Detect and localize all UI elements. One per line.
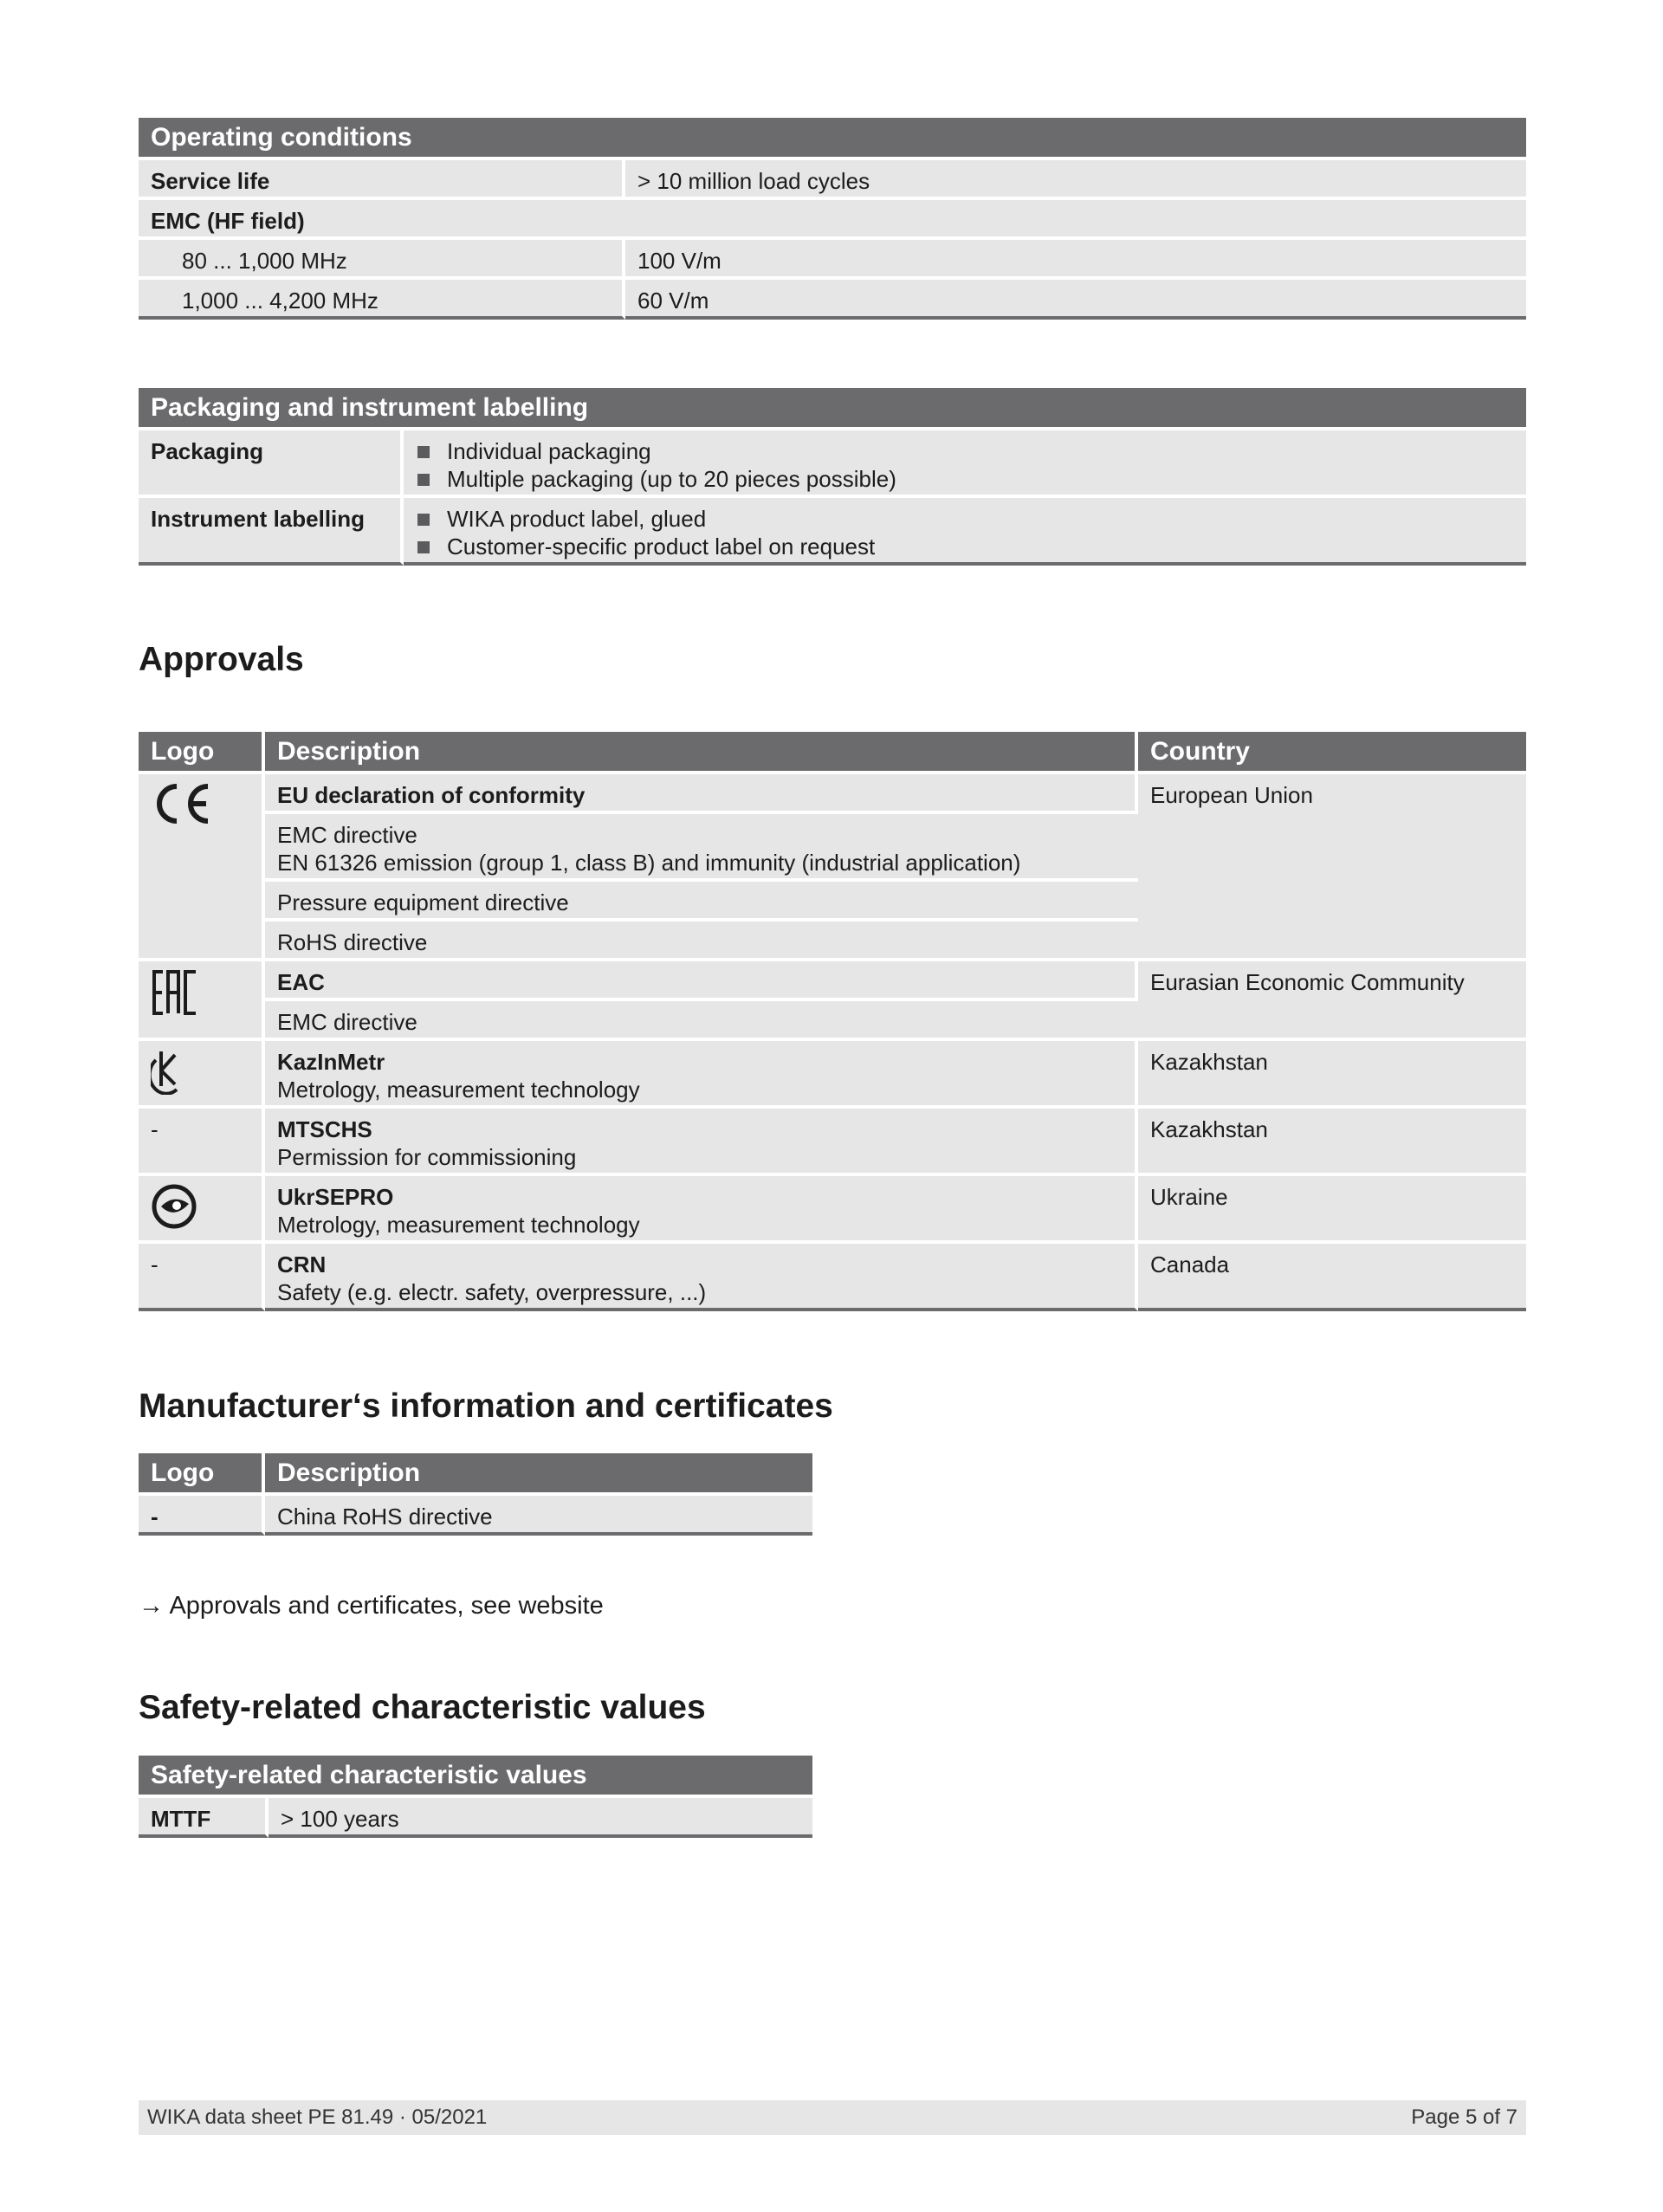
ce-rohs: RoHS directive bbox=[265, 918, 1138, 958]
packaging-label: Packaging bbox=[139, 427, 404, 495]
list-item: Customer-specific product label on request bbox=[416, 533, 1514, 560]
ce-emc-line1: EMC directive bbox=[277, 822, 417, 848]
manufacturer-description: China RoHS directive bbox=[265, 1492, 812, 1536]
list-item: WIKA product label, glued bbox=[416, 505, 1514, 533]
ukrsepro-country: Ukraine bbox=[1138, 1173, 1526, 1240]
safety-table-title: Safety-related characteristic values bbox=[139, 1756, 812, 1795]
safety-table bbox=[139, 1756, 812, 1838]
safety-heading: Safety-related characteristic values bbox=[139, 1689, 706, 1726]
emc-value: 60 V/m bbox=[625, 276, 1526, 320]
ce-emc-cell bbox=[265, 811, 1138, 878]
col-country-header: Country bbox=[1138, 732, 1526, 771]
packaging-list-cell bbox=[404, 427, 1526, 495]
eac-logo-cell bbox=[139, 958, 265, 1038]
crn-country: Canada bbox=[1138, 1240, 1526, 1311]
footer-document-id: WIKA data sheet PE 81.49 · 05/2021 bbox=[147, 2105, 488, 2129]
website-note: → Approvals and certificates, see website bbox=[139, 1592, 604, 1620]
operating-conditions-title: Operating conditions bbox=[139, 118, 1526, 157]
ce-pressure: Pressure equipment directive bbox=[265, 878, 1138, 918]
mttf-value: > 100 years bbox=[269, 1795, 812, 1838]
manufacturer-table bbox=[139, 1453, 812, 1536]
packaging-table bbox=[139, 388, 1526, 566]
labelling-list bbox=[416, 505, 1514, 560]
kazinmetr-title: KazInMetr bbox=[277, 1049, 385, 1075]
manufacturer-heading: Manufacturer‘s information and certificates bbox=[139, 1387, 833, 1425]
emc-range: 1,000 ... 4,200 MHz bbox=[139, 276, 625, 320]
mtschs-title: MTSCHS bbox=[277, 1116, 372, 1142]
list-item: Multiple packaging (up to 20 pieces possible) bbox=[416, 465, 1514, 493]
eac-country: Eurasian Economic Community bbox=[1138, 958, 1526, 1038]
col-logo-header: Logo bbox=[139, 732, 265, 771]
ukrsepro-line: Metrology, measurement technology bbox=[277, 1212, 640, 1238]
emc-value: 100 V/m bbox=[625, 236, 1526, 276]
approvals-table bbox=[139, 732, 1526, 1311]
manufacturer-logo: - bbox=[139, 1492, 265, 1536]
ukrsepro-title: UkrSEPRO bbox=[277, 1184, 394, 1210]
col-description-header: Description bbox=[265, 1453, 812, 1492]
kazinmetr-mark-icon bbox=[151, 1048, 185, 1095]
mttf-label: MTTF bbox=[139, 1795, 269, 1838]
labelling-label: Instrument labelling bbox=[139, 495, 404, 566]
crn-line: Safety (e.g. electr. safety, overpressure, ...) bbox=[277, 1279, 707, 1305]
ce-title: EU declaration of conformity bbox=[265, 771, 1138, 811]
ce-emc-line2: EN 61326 emission (group 1, class B) and immunity (industrial application) bbox=[277, 850, 1021, 876]
ce-mark-icon bbox=[151, 781, 211, 826]
kazinmetr-country: Kazakhstan bbox=[1138, 1038, 1526, 1105]
emc-range: 80 ... 1,000 MHz bbox=[139, 236, 625, 276]
operating-conditions-table bbox=[139, 118, 1526, 320]
eac-line: EMC directive bbox=[265, 998, 1138, 1038]
mtschs-country: Kazakhstan bbox=[1138, 1105, 1526, 1173]
approvals-heading: Approvals bbox=[139, 641, 304, 678]
eac-title: EAC bbox=[265, 958, 1138, 998]
mtschs-logo: - bbox=[139, 1105, 265, 1173]
kazinmetr-cell bbox=[265, 1038, 1138, 1105]
col-description-header: Description bbox=[265, 732, 1138, 771]
crn-cell bbox=[265, 1240, 1138, 1311]
list-item: Individual packaging bbox=[416, 437, 1514, 465]
kazinmetr-line: Metrology, measurement technology bbox=[277, 1077, 640, 1103]
footer-page-number: Page 5 of 7 bbox=[1411, 2105, 1517, 2129]
page-footer bbox=[139, 2100, 1526, 2135]
packaging-list bbox=[416, 437, 1514, 493]
ce-logo-cell bbox=[139, 771, 265, 958]
eac-mark-icon bbox=[151, 968, 199, 1017]
crn-title: CRN bbox=[277, 1252, 327, 1277]
mtschs-cell bbox=[265, 1105, 1138, 1173]
labelling-list-cell bbox=[404, 495, 1526, 566]
ukrsepro-mark-icon bbox=[151, 1183, 197, 1230]
col-logo-header: Logo bbox=[139, 1453, 265, 1492]
mtschs-line: Permission for commissioning bbox=[277, 1144, 577, 1170]
ce-country: European Union bbox=[1138, 771, 1526, 958]
crn-logo: - bbox=[139, 1240, 265, 1311]
ukrsepro-cell bbox=[265, 1173, 1138, 1240]
ukrsepro-logo-cell bbox=[139, 1173, 265, 1240]
emc-label: EMC (HF field) bbox=[139, 197, 1526, 236]
service-life-value: > 10 million load cycles bbox=[625, 157, 1526, 197]
kazinmetr-logo-cell bbox=[139, 1038, 265, 1105]
service-life-label: Service life bbox=[139, 157, 625, 197]
packaging-title: Packaging and instrument labelling bbox=[139, 388, 1526, 427]
